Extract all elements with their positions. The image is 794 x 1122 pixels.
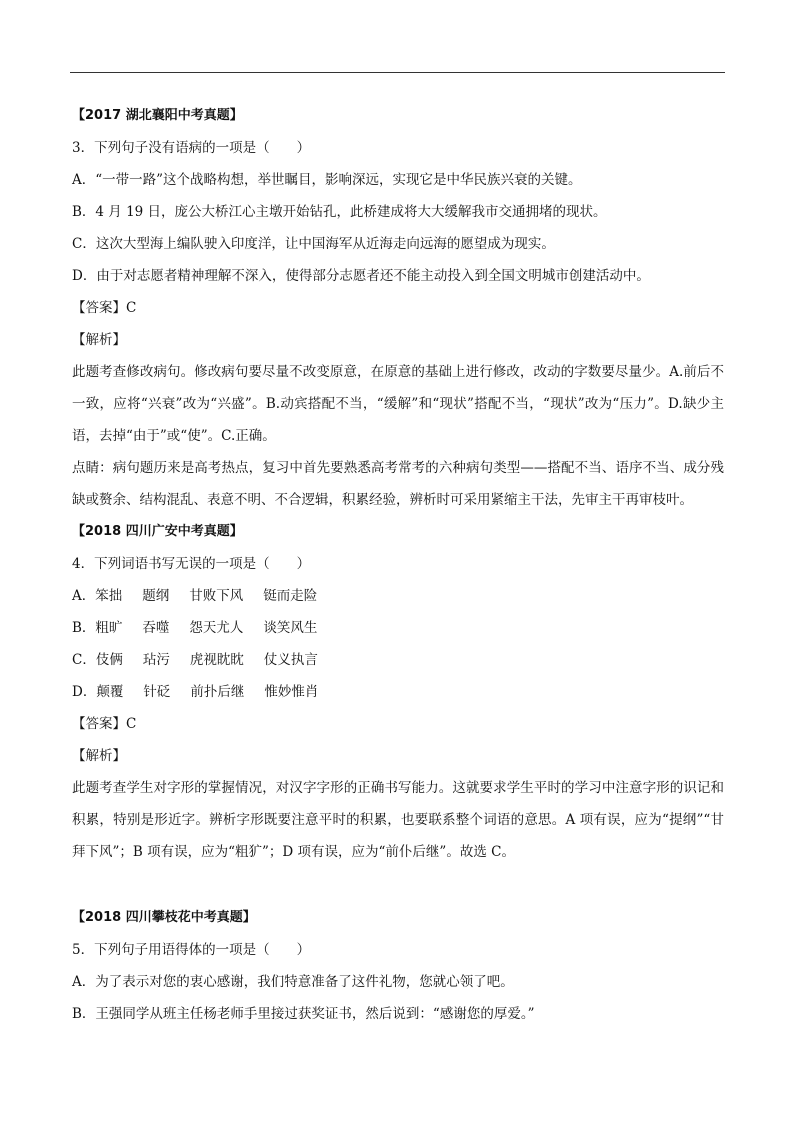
option-letter: C． bbox=[72, 652, 96, 668]
q3-option-d: D．由于对志愿者精神理解不深入，使得部分志愿者还不能主动投入到全国文明城市创建活动中。 bbox=[72, 268, 650, 284]
q3-analysis: 此题考查修改病句。修改病句要尽量不改变原意，在原意的基础上进行修改，改动的字数要尽量少。A.前后不一致，应将“兴衰”改为“兴盛”。B.动宾搭配不当，“缓解”和“现状”搭配不当，“现状”改为“压力”。D.缺少主语，去掉“由于”或“使”。C.正确。 bbox=[72, 364, 724, 444]
option-letter: B． bbox=[72, 620, 96, 636]
q4-option-b bbox=[72, 612, 724, 644]
q3-option-a: A．“一带一路”这个战略构想，举世瞩目，影响深远，实现它是中华民族兴衰的关键。 bbox=[72, 172, 582, 188]
q4-analysis: 此题考查学生对字形的掌握情况，对汉字字形的正确书写能力。这就要求学生平时的学习中注意字形的识记和积累，特别是形近字。辨析字形既要注意平时的积累，也要联系整个词语的意思。A 项有误，应为“提纲”“甘拜下风”；B 项有误，应为“粗犷”；D 项有误，应为“前仆后继”。故选 C。 bbox=[72, 780, 724, 860]
option-word: 惟妙惟肖 bbox=[264, 684, 319, 700]
section-gap bbox=[72, 868, 724, 902]
q4-option-d bbox=[72, 676, 724, 708]
option-letter: D． bbox=[72, 684, 97, 700]
option-word: 铤而走险 bbox=[263, 588, 318, 604]
option-word: 仗义执言 bbox=[263, 652, 318, 668]
q4-option-c bbox=[72, 644, 724, 676]
option-word: 怨天尤人 bbox=[189, 620, 244, 636]
option-word: 吞噬 bbox=[142, 620, 170, 636]
option-word: 谈笑风生 bbox=[263, 620, 318, 636]
q4-source: 【2018 四川广安中考真题】 bbox=[72, 524, 243, 539]
q5-option-a: A．为了表示对您的衷心感谢，我们特意准备了这件礼物，您就心领了吧。 bbox=[72, 974, 514, 990]
document-body bbox=[72, 100, 724, 1030]
option-word: 前扑后继 bbox=[190, 684, 245, 700]
q5-stem: 5．下列句子用语得体的一项是（ ） bbox=[72, 942, 311, 958]
header-rule bbox=[70, 72, 725, 73]
option-word: 虎视眈眈 bbox=[189, 652, 244, 668]
option-word: 针砭 bbox=[143, 684, 171, 700]
q3-source: 【2017 湖北襄阳中考真题】 bbox=[72, 108, 243, 123]
option-word: 颠覆 bbox=[96, 684, 124, 700]
q5-option-b: B．王强同学从班主任杨老师手里接过获奖证书，然后说到：“感谢您的厚爱。” bbox=[72, 1006, 535, 1022]
q4-analysis-label: 【解析】 bbox=[72, 748, 126, 764]
q4-stem: 4．下列词语书写无误的一项是（ ） bbox=[72, 556, 311, 572]
option-letter: A． bbox=[72, 588, 96, 604]
option-word: 玷污 bbox=[142, 652, 170, 668]
q3-option-c: C．这次大型海上编队驶入印度洋，让中国海军从近海走向远海的愿望成为现实。 bbox=[72, 236, 555, 252]
q4-answer: 【答案】C bbox=[72, 716, 137, 732]
option-word: 粗旷 bbox=[95, 620, 123, 636]
q4-option-a bbox=[72, 580, 724, 612]
option-word: 笨拙 bbox=[95, 588, 123, 604]
q3-option-b: B．4 月 19 日，庞公大桥江心主墩开始钻孔，此桥建成将大大缓解我市交通拥堵的现状。 bbox=[72, 204, 607, 220]
q3-stem: 3．下列句子没有语病的一项是（ ） bbox=[72, 140, 311, 156]
option-word: 甘败下风 bbox=[189, 588, 244, 604]
q5-source: 【2018 四川攀枝花中考真题】 bbox=[72, 910, 256, 925]
option-word: 题纲 bbox=[142, 588, 170, 604]
q3-tip: 点睛：病句题历来是高考热点，复习中首先要熟悉高考常考的六种病句类型——搭配不当、语序不当、成分残缺或赘余、结构混乱、表意不明、不合逻辑，积累经验，辨析时可采用紧缩主干法，先审主干再审枝叶。 bbox=[72, 460, 724, 508]
option-word: 伎俩 bbox=[95, 652, 123, 668]
q3-analysis-label: 【解析】 bbox=[72, 332, 126, 348]
q3-answer: 【答案】C bbox=[72, 300, 137, 316]
